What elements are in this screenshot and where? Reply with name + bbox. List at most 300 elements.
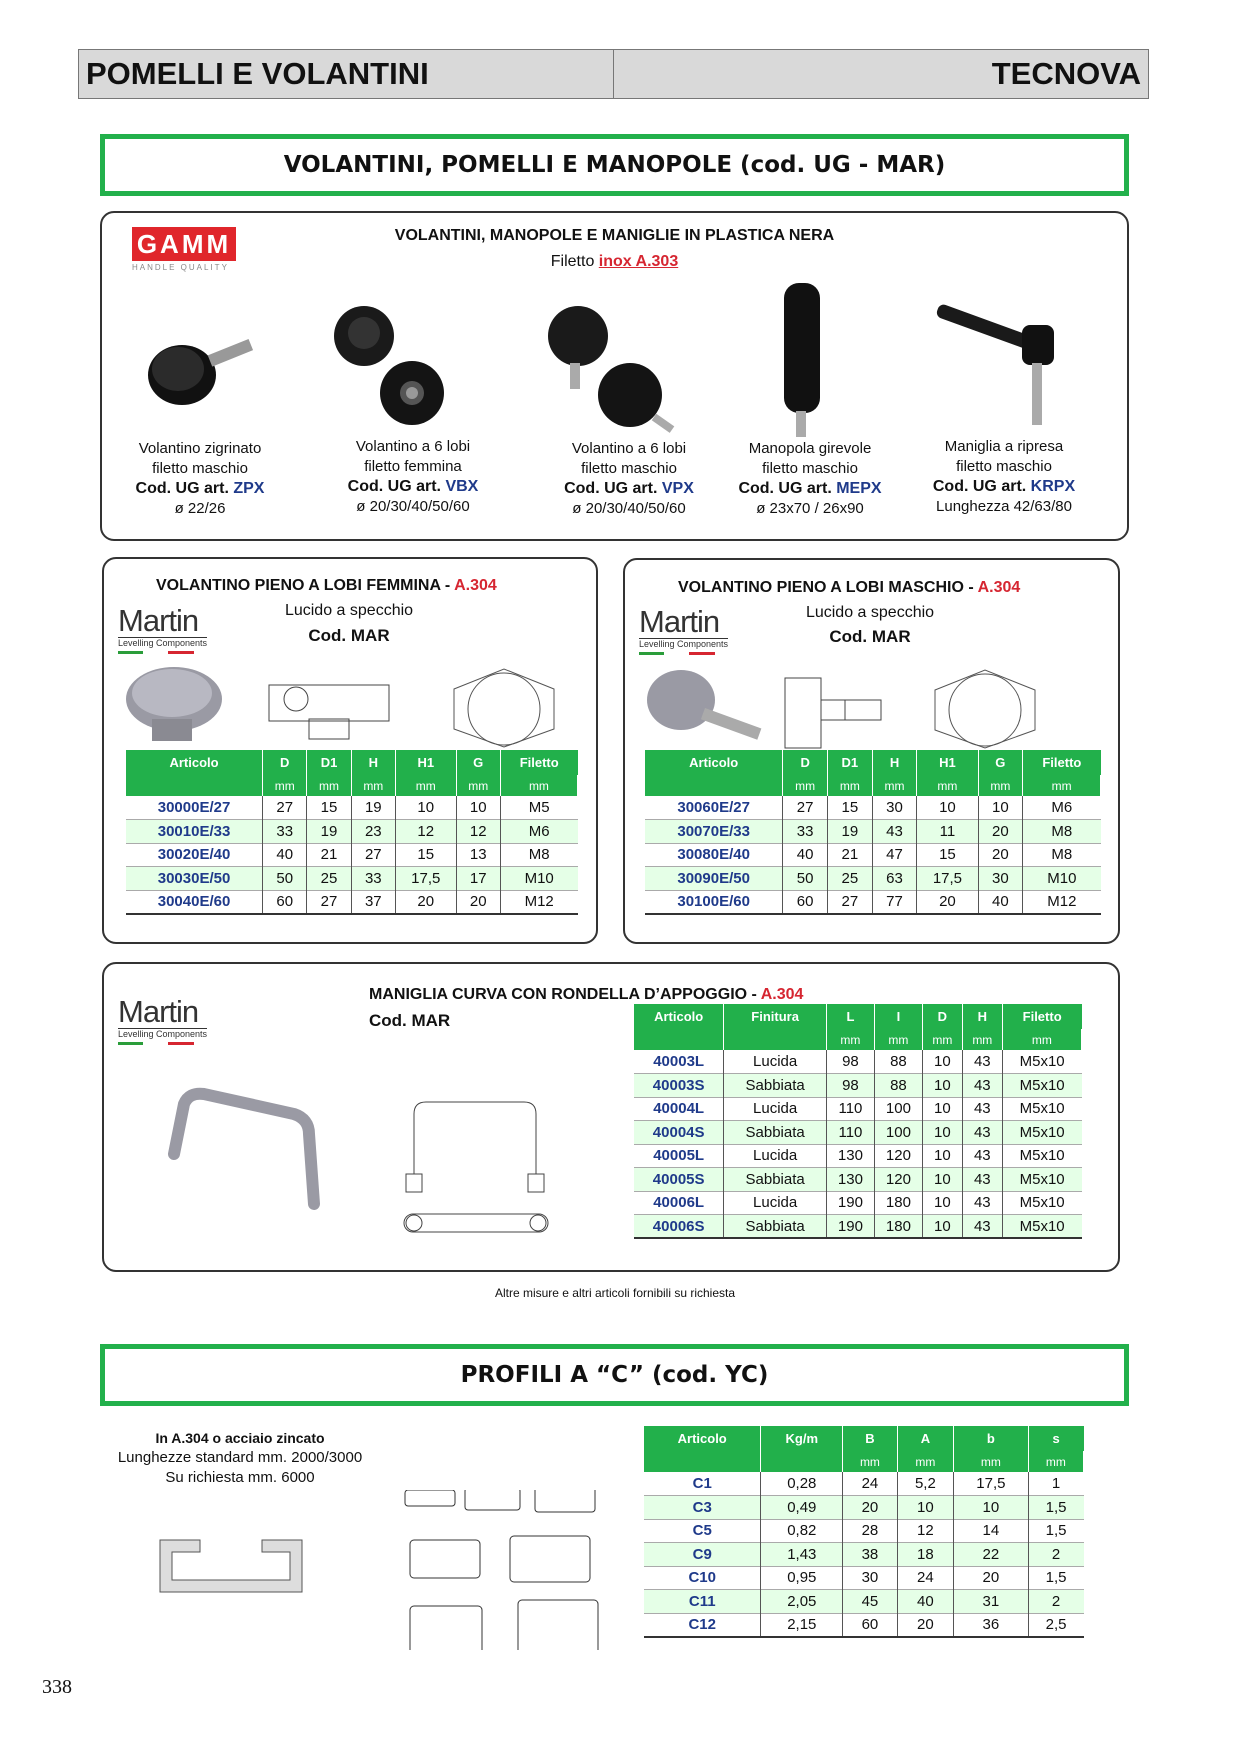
table-cell: 88 bbox=[874, 1074, 922, 1098]
product-cod: Cod. UG art. bbox=[738, 480, 837, 497]
article-code: 30030E/50 bbox=[126, 867, 263, 891]
table-cell: M8 bbox=[528, 846, 550, 864]
c-profile-drawings bbox=[120, 1490, 640, 1650]
article-code: 40004L bbox=[634, 1097, 724, 1121]
table-cell: 17,5 bbox=[954, 1472, 1029, 1496]
femmina-drawings bbox=[114, 659, 594, 749]
column-header: B bbox=[843, 1426, 898, 1451]
table-cell: 19 bbox=[307, 820, 351, 844]
article-code: 30080E/40 bbox=[645, 843, 783, 867]
column-header: D bbox=[263, 750, 307, 775]
table-cell: 18 bbox=[897, 1543, 953, 1567]
femmina-panel bbox=[102, 557, 598, 944]
maniglia-material: A.304 bbox=[760, 986, 804, 1003]
article-code: C11 bbox=[644, 1590, 761, 1614]
table-cell: 15 bbox=[307, 796, 351, 820]
table-cell: 2,05 bbox=[761, 1590, 843, 1614]
product-cod: Cod. UG art. bbox=[347, 478, 446, 495]
table-row bbox=[644, 1472, 1084, 1496]
column-header: Finitura bbox=[724, 1004, 827, 1029]
table-cell: 22 bbox=[954, 1543, 1029, 1567]
table-cell: 0,49 bbox=[761, 1496, 843, 1520]
column-header: Articolo bbox=[645, 750, 783, 775]
table-cell: 27 bbox=[827, 890, 872, 914]
table-cell: 17,5 bbox=[395, 867, 456, 891]
product-vpx bbox=[543, 439, 715, 519]
table-cell: 130 bbox=[826, 1144, 874, 1168]
handle-top-drawing bbox=[404, 1214, 548, 1232]
table-cell: M5x10 bbox=[1019, 1194, 1065, 1212]
table-cell: 12 bbox=[456, 820, 500, 844]
unit-cell: mm bbox=[500, 775, 577, 796]
table-cell: 20 bbox=[897, 1613, 953, 1637]
product-line1: Volantino a 6 lobi bbox=[571, 440, 687, 457]
table-cell: 15 bbox=[395, 843, 456, 867]
table-row bbox=[634, 1144, 1082, 1168]
table-cell: 60 bbox=[263, 890, 307, 914]
lobed-knob-female-image bbox=[334, 306, 444, 425]
table-cell: M12 bbox=[1047, 893, 1077, 910]
maniglia-table bbox=[634, 1004, 1082, 1239]
section-title-profili bbox=[100, 1344, 1129, 1406]
table-cell: 110 bbox=[826, 1097, 874, 1121]
column-header: H bbox=[962, 1004, 1002, 1029]
table-cell: 45 bbox=[843, 1590, 898, 1614]
maschio-drawings bbox=[635, 660, 1115, 750]
unit-cell bbox=[761, 1451, 843, 1472]
unit-cell: mm bbox=[843, 1451, 898, 1472]
maniglia-title bbox=[369, 986, 803, 1004]
unit-cell bbox=[634, 1029, 724, 1050]
column-header: H bbox=[872, 750, 917, 775]
table-cell: 33 bbox=[783, 820, 828, 844]
table-cell: 40 bbox=[978, 890, 1023, 914]
table-cell: 10 bbox=[395, 796, 456, 820]
table-cell: 100 bbox=[874, 1121, 922, 1145]
table-cell: M5 bbox=[528, 799, 550, 816]
header-title: POMELLI E VOLANTINI bbox=[79, 50, 614, 98]
table-cell: 27 bbox=[351, 843, 395, 867]
table-row bbox=[644, 1496, 1084, 1520]
table-cell: M10 bbox=[1023, 867, 1101, 891]
article-code: C5 bbox=[644, 1519, 761, 1543]
unit-cell: mm bbox=[954, 1451, 1029, 1472]
handle-side-drawing bbox=[406, 1102, 544, 1192]
martin-logo-name: Martin bbox=[118, 994, 199, 1029]
table-cell: 31 bbox=[954, 1590, 1029, 1614]
maniglia-cod: Cod. MAR bbox=[369, 1011, 451, 1030]
maschio-material: A.304 bbox=[977, 579, 1021, 596]
table-row bbox=[645, 843, 1101, 867]
table-cell: 10 bbox=[922, 1215, 962, 1239]
table-cell: 20 bbox=[978, 820, 1023, 844]
table-cell: 20 bbox=[456, 890, 500, 914]
article-code: 30060E/27 bbox=[645, 796, 783, 820]
table-cell: 1,5 bbox=[1028, 1496, 1083, 1520]
table-cell: 30 bbox=[978, 867, 1023, 891]
table-cell: 10 bbox=[922, 1050, 962, 1074]
unit-cell: mm bbox=[978, 775, 1023, 796]
table-cell: M6 bbox=[500, 820, 577, 844]
italian-flag-stripe bbox=[118, 651, 194, 654]
top-view-drawing bbox=[935, 670, 1035, 748]
table-cell: 13 bbox=[456, 843, 500, 867]
product-size: ø 20/30/40/50/60 bbox=[356, 498, 470, 515]
table-cell: 27 bbox=[783, 796, 828, 820]
table-cell: 36 bbox=[954, 1613, 1029, 1637]
table-cell: 43 bbox=[962, 1050, 1002, 1074]
table-cell: 25 bbox=[827, 867, 872, 891]
column-header: D1 bbox=[307, 750, 351, 775]
column-header: Kg/m bbox=[761, 1426, 843, 1451]
gamm-product-images bbox=[102, 263, 1131, 443]
article-code: C10 bbox=[644, 1566, 761, 1590]
column-header: H bbox=[351, 750, 395, 775]
unit-cell bbox=[724, 1029, 827, 1050]
availability-note: Altre misure e altri articoli fornibili su richiesta bbox=[494, 1286, 736, 1300]
table-cell: 5,2 bbox=[897, 1472, 953, 1496]
table-cell: 20 bbox=[978, 843, 1023, 867]
table-row bbox=[644, 1543, 1084, 1567]
table-cell: 120 bbox=[874, 1168, 922, 1192]
article-code: 30090E/50 bbox=[645, 867, 783, 891]
table-cell: 33 bbox=[263, 820, 307, 844]
table-cell: Sabbiata bbox=[724, 1074, 827, 1098]
table-cell: 2,15 bbox=[761, 1613, 843, 1637]
product-size: Lunghezza 42/63/80 bbox=[936, 498, 1072, 515]
unit-cell bbox=[645, 775, 783, 796]
femmina-title-text: VOLANTINO PIENO A LOBI FEMMINA - bbox=[156, 577, 455, 594]
table-row bbox=[634, 1121, 1082, 1145]
table-cell: 100 bbox=[874, 1097, 922, 1121]
product-line2: filetto maschio bbox=[956, 458, 1052, 475]
unit-cell: mm bbox=[263, 775, 307, 796]
table-cell: 0,28 bbox=[761, 1472, 843, 1496]
table-cell: 2 bbox=[1028, 1590, 1083, 1614]
article-code: 40006S bbox=[634, 1215, 724, 1239]
martin-logo-sub: Levelling Components bbox=[639, 639, 729, 649]
article-code: 30010E/33 bbox=[126, 820, 263, 844]
table-cell: 40 bbox=[897, 1590, 953, 1614]
section-title-volantini bbox=[100, 134, 1129, 196]
table-row bbox=[644, 1590, 1084, 1614]
table-cell: 10 bbox=[922, 1097, 962, 1121]
martin-logo-name: Martin bbox=[118, 603, 199, 638]
table-cell: 120 bbox=[874, 1144, 922, 1168]
article-code: 40003S bbox=[634, 1074, 724, 1098]
unit-cell: mm bbox=[395, 775, 456, 796]
table-cell: 24 bbox=[843, 1472, 898, 1496]
thread-material: inox A.303 bbox=[598, 253, 679, 270]
table-cell: 60 bbox=[843, 1613, 898, 1637]
table-cell: 10 bbox=[922, 1074, 962, 1098]
column-header: s bbox=[1028, 1426, 1083, 1451]
maschio-table bbox=[645, 750, 1101, 915]
table-cell: 1,43 bbox=[761, 1543, 843, 1567]
table-cell: M10 bbox=[500, 867, 577, 891]
table-cell: 23 bbox=[351, 820, 395, 844]
knurled-knob-image bbox=[148, 339, 253, 405]
article-code: 30100E/60 bbox=[645, 890, 783, 914]
clamping-lever-image bbox=[935, 303, 1054, 425]
unit-cell: mm bbox=[307, 775, 351, 796]
column-header: b bbox=[954, 1426, 1029, 1451]
column-header: G bbox=[456, 750, 500, 775]
table-cell: M5x10 bbox=[1002, 1168, 1081, 1192]
table-cell: 20 bbox=[843, 1496, 898, 1520]
table-cell: 21 bbox=[827, 843, 872, 867]
article-code: C12 bbox=[644, 1613, 761, 1637]
table-cell: 88 bbox=[874, 1050, 922, 1074]
table-cell: 180 bbox=[874, 1215, 922, 1239]
curved-handle-photo bbox=[174, 1094, 314, 1204]
male-knob-photo bbox=[647, 670, 761, 740]
column-header: D bbox=[783, 750, 828, 775]
table-row bbox=[126, 796, 578, 820]
article-code: C3 bbox=[644, 1496, 761, 1520]
product-line2: filetto femmina bbox=[364, 458, 462, 475]
table-cell: 30 bbox=[872, 796, 917, 820]
table-cell: 19 bbox=[827, 820, 872, 844]
product-line1: Volantino a 6 lobi bbox=[355, 438, 471, 455]
column-header: Filetto bbox=[500, 750, 577, 775]
table-cell: M12 bbox=[524, 893, 554, 910]
column-header: H1 bbox=[917, 750, 978, 775]
table-cell: Lucida bbox=[724, 1144, 827, 1168]
product-zpx bbox=[114, 439, 286, 519]
column-header: Filetto bbox=[1002, 1004, 1081, 1029]
lobed-knob-male-image bbox=[548, 306, 674, 433]
article-code: 30040E/60 bbox=[126, 890, 263, 914]
product-line1: Maniglia a ripresa bbox=[944, 438, 1064, 455]
table-cell: 0,95 bbox=[761, 1566, 843, 1590]
column-header: D1 bbox=[827, 750, 872, 775]
table-cell: 27 bbox=[307, 890, 351, 914]
product-line2: filetto maschio bbox=[152, 460, 248, 477]
side-section-drawing bbox=[269, 685, 389, 739]
table-cell: 12 bbox=[395, 820, 456, 844]
femmina-table bbox=[126, 750, 578, 915]
section-title-text: PROFILI A “C” (cod. YC) bbox=[460, 1362, 769, 1388]
top-view-drawing bbox=[454, 669, 554, 747]
column-header: G bbox=[978, 750, 1023, 775]
table-cell: Sabbiata bbox=[724, 1168, 827, 1192]
product-art: VPX bbox=[661, 480, 694, 497]
unit-cell bbox=[126, 775, 263, 796]
table-cell: 40 bbox=[783, 843, 828, 867]
profili-on-request: Su richiesta mm. 6000 bbox=[165, 1469, 315, 1486]
gamm-panel bbox=[100, 211, 1129, 541]
unit-cell: mm bbox=[897, 1451, 953, 1472]
femmina-cod: Cod. MAR bbox=[308, 626, 390, 645]
article-code: 30020E/40 bbox=[126, 843, 263, 867]
table-cell: M5x10 bbox=[1002, 1121, 1081, 1145]
unit-cell: mm bbox=[872, 775, 917, 796]
martin-logo-sub: Levelling Components bbox=[118, 1029, 208, 1039]
product-size: ø 23x70 / 26x90 bbox=[756, 500, 864, 517]
unit-cell: mm bbox=[351, 775, 395, 796]
martin-logo-sub: Levelling Components bbox=[118, 638, 208, 648]
article-code: C9 bbox=[644, 1543, 761, 1567]
table-cell: 30 bbox=[843, 1566, 898, 1590]
article-code: 40006L bbox=[634, 1191, 724, 1215]
article-code: 40004S bbox=[634, 1121, 724, 1145]
table-cell: 40 bbox=[263, 843, 307, 867]
table-cell: 50 bbox=[783, 867, 828, 891]
revolving-grip-image bbox=[784, 283, 820, 437]
maschio-panel bbox=[623, 558, 1120, 944]
product-size: ø 22/26 bbox=[174, 500, 226, 517]
table-cell: Lucida bbox=[724, 1050, 827, 1074]
lobed-knob-photo bbox=[126, 667, 222, 741]
table-row bbox=[634, 1097, 1082, 1121]
unit-cell: mm bbox=[917, 775, 978, 796]
table-cell: M5x10 bbox=[1019, 1100, 1065, 1118]
product-cod: Cod. UG art. bbox=[564, 480, 662, 497]
column-header: Articolo bbox=[644, 1426, 761, 1451]
femmina-finish: Lucido a specchio bbox=[284, 602, 414, 619]
table-row bbox=[645, 820, 1101, 844]
table-cell: 28 bbox=[843, 1519, 898, 1543]
unit-cell: mm bbox=[962, 1029, 1002, 1050]
italian-flag-stripe bbox=[118, 1042, 194, 1045]
page-header bbox=[78, 49, 1149, 99]
table-cell: 19 bbox=[351, 796, 395, 820]
table-cell: 10 bbox=[922, 1121, 962, 1145]
column-header: D bbox=[922, 1004, 962, 1029]
table-row bbox=[126, 867, 578, 891]
table-cell: 43 bbox=[962, 1097, 1002, 1121]
table-cell: 20 bbox=[395, 890, 456, 914]
table-cell: 10 bbox=[922, 1144, 962, 1168]
side-section-drawing bbox=[785, 678, 881, 748]
article-code: 30000E/27 bbox=[126, 796, 263, 820]
table-cell: M8 bbox=[1023, 820, 1101, 844]
table-cell: 21 bbox=[307, 843, 351, 867]
table-cell: 47 bbox=[872, 843, 917, 867]
table-row bbox=[126, 890, 578, 914]
table-cell: 24 bbox=[897, 1566, 953, 1590]
product-line1: Volantino zigrinato bbox=[138, 440, 262, 457]
table-cell: 190 bbox=[826, 1215, 874, 1239]
maschio-title bbox=[678, 579, 1020, 597]
table-cell: Sabbiata bbox=[724, 1215, 827, 1239]
table-cell: 27 bbox=[263, 796, 307, 820]
column-header: Articolo bbox=[126, 750, 263, 775]
article-code: 40003L bbox=[634, 1050, 724, 1074]
table-cell: 180 bbox=[874, 1191, 922, 1215]
column-header: I bbox=[874, 1004, 922, 1029]
table-cell: M5x10 bbox=[1002, 1215, 1081, 1239]
table-cell: M5x10 bbox=[1002, 1074, 1081, 1098]
table-cell: 60 bbox=[783, 890, 828, 914]
table-cell: 38 bbox=[843, 1543, 898, 1567]
product-krpx bbox=[908, 437, 1100, 517]
table-cell: 14 bbox=[954, 1519, 1029, 1543]
table-cell: 98 bbox=[826, 1050, 874, 1074]
maschio-title-text: VOLANTINO PIENO A LOBI MASCHIO - bbox=[678, 579, 978, 596]
italian-flag-stripe bbox=[639, 652, 715, 655]
table-cell: 17 bbox=[456, 867, 500, 891]
article-code: 40005S bbox=[634, 1168, 724, 1192]
table-cell: 17,5 bbox=[917, 867, 978, 891]
profili-description bbox=[110, 1428, 370, 1488]
martin-logo-name: Martin bbox=[639, 604, 720, 639]
table-cell: 77 bbox=[872, 890, 917, 914]
table-cell: 37 bbox=[351, 890, 395, 914]
table-cell: 43 bbox=[962, 1215, 1002, 1239]
product-line2: filetto maschio bbox=[581, 460, 677, 477]
table-cell: 2,5 bbox=[1045, 1616, 1067, 1633]
unit-cell: mm bbox=[783, 775, 828, 796]
table-cell: M6 bbox=[1051, 799, 1073, 816]
gamm-logo-text: GAMM bbox=[132, 227, 236, 261]
table-cell: 1,5 bbox=[1045, 1522, 1067, 1540]
table-row bbox=[126, 820, 578, 844]
c-profile-shapes bbox=[405, 1490, 598, 1650]
table-cell: 10 bbox=[917, 796, 978, 820]
table-cell: M5x10 bbox=[1019, 1147, 1065, 1165]
thread-prefix: Filetto bbox=[550, 253, 599, 270]
column-header: Articolo bbox=[634, 1004, 724, 1029]
column-header: H1 bbox=[395, 750, 456, 775]
table-cell: 2 bbox=[1028, 1543, 1083, 1567]
table-row bbox=[644, 1519, 1084, 1543]
maniglia-title-text: MANIGLIA CURVA CON RONDELLA D’APPOGGIO - bbox=[369, 986, 761, 1003]
table-cell: 1 bbox=[1051, 1475, 1061, 1492]
table-cell: 1,5 bbox=[1045, 1569, 1067, 1587]
table-cell: 110 bbox=[826, 1121, 874, 1145]
unit-cell: mm bbox=[1023, 775, 1101, 796]
femmina-title bbox=[156, 577, 497, 595]
table-row bbox=[645, 867, 1101, 891]
table-cell: 43 bbox=[962, 1144, 1002, 1168]
table-row bbox=[126, 843, 578, 867]
table-cell: 15 bbox=[917, 843, 978, 867]
product-line1: Manopola girevole bbox=[748, 440, 872, 457]
unit-cell: mm bbox=[826, 1029, 874, 1050]
unit-cell: mm bbox=[874, 1029, 922, 1050]
maniglia-panel bbox=[102, 962, 1120, 1272]
c-profile-section-drawing bbox=[160, 1540, 302, 1592]
martin-logo bbox=[118, 603, 207, 654]
product-line2: filetto maschio bbox=[762, 460, 858, 477]
table-cell: 43 bbox=[962, 1191, 1002, 1215]
table-cell: 12 bbox=[897, 1519, 953, 1543]
profili-lengths: Lunghezze standard mm. 2000/3000 bbox=[117, 1449, 363, 1466]
section-title-text: VOLANTINI, POMELLI E MANOPOLE (cod. UG - MAR) bbox=[283, 152, 946, 178]
table-cell: 11 bbox=[917, 820, 978, 844]
product-size: ø 20/30/40/50/60 bbox=[572, 500, 686, 517]
table-cell: 130 bbox=[826, 1168, 874, 1192]
table-cell: 43 bbox=[962, 1074, 1002, 1098]
unit-cell bbox=[644, 1451, 761, 1472]
table-cell: 10 bbox=[978, 796, 1023, 820]
unit-cell: mm bbox=[1002, 1029, 1081, 1050]
table-cell: Lucida bbox=[724, 1097, 827, 1121]
table-cell: 10 bbox=[922, 1191, 962, 1215]
article-code: 40005L bbox=[634, 1144, 724, 1168]
table-cell: 10 bbox=[922, 1168, 962, 1192]
product-art: KRPX bbox=[1030, 478, 1076, 495]
table-cell: 50 bbox=[263, 867, 307, 891]
table-cell: 63 bbox=[872, 867, 917, 891]
table-row bbox=[634, 1074, 1082, 1098]
header-brand: TECNOVA bbox=[991, 56, 1141, 91]
profili-table bbox=[644, 1426, 1084, 1638]
product-mepx bbox=[714, 439, 906, 519]
table-cell: 43 bbox=[962, 1121, 1002, 1145]
